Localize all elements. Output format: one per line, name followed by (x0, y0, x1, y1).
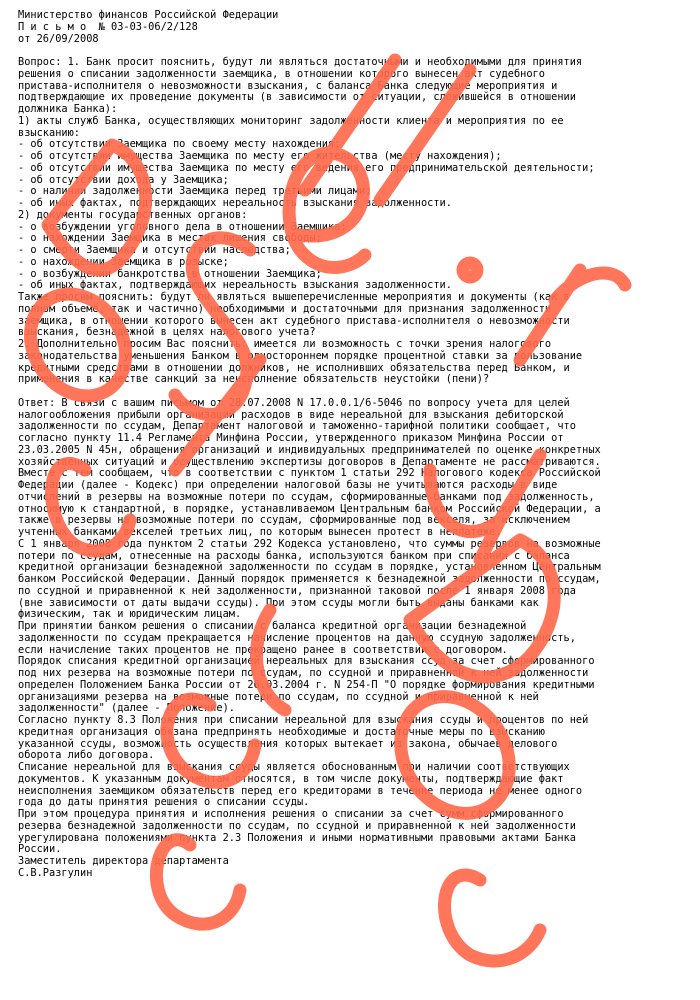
question-line: 1) акты служб Банка, осуществляющих мониторинг задолженности клиента и мероприятия по ее (18, 114, 564, 127)
answer-line: неисполнения заемщиком обязательств перед его кредиторами в течение периода не менее одного (18, 784, 583, 797)
answer-line: (вне зависимости от даты выдачи ссуды). При этом ссуды могли быть выданы банками как (18, 596, 539, 609)
answer-line: указанной ссуды, возможность осуществления которых вытекает из закона, обычаев делового (18, 737, 558, 750)
question-line: - о смерти Заемщика и отсутствии наследства; (18, 244, 291, 256)
watermark-lower-c (445, 875, 540, 961)
answer-line: оборота либо договора. (18, 749, 155, 762)
answer-line: определен Положением Банка России от 26.03.2004 г. N 254-П "О порядке формирования кредитными (18, 678, 595, 691)
question-line: решения о списании задолженности заемщика, в отношении которого вынесен акт судебного (18, 67, 545, 80)
question-line: полном объеме, так и частично) необходимыми и достаточными для признания задолженности (18, 302, 552, 315)
answer-line: урегулирована положениями пункта 2.3 Положения и иными нормативными правовыми актами Банка (18, 831, 576, 844)
answer-line: При этом процедура принятия и исполнения решения о списании за счет сумм сформированного (18, 808, 564, 820)
question-line: - об отсутствии имущества Заемщика по месту его ведения его предпринимательской деятельности; (18, 161, 595, 174)
answer-line: согласно пункту 11.4 Регламента Минфина России, утвержденного приказом Минфина России от (18, 432, 564, 444)
answer-line: хозяйственных ситуаций и осуществлению экспертизы договоров в Департаменте не рассматриваются. (18, 455, 601, 468)
answer-line: задолженности по ссудам прекращается начисление процентов на данную ссудную задолженность, (18, 631, 576, 644)
answer-line: резерва безнадежной задолженности по ссудам, по ссудной и приравненной к ней задолженности (18, 819, 576, 832)
answer-line: если начисление таких процентов не прекращено ранее в соответствии с договором. (18, 643, 508, 656)
question-line: - о возбуждении уголовного дела в отношении Заемщика; (18, 220, 347, 233)
question-line: - о наличии задолженности Заемщика перед третьими лицами; (18, 185, 372, 198)
question-line: должника Банка): (18, 103, 118, 115)
answer-line: банком Российской Федерации. Данный порядок применяется к безнадежной задолженности по ссудам, (18, 573, 601, 585)
answer-line: кредитной организации безнадежной задолженности по ссудам в порядке, установленном Центральным (18, 561, 601, 574)
answer-line: потери по ссудам, отнесенные на расходы банка, используются банком при списании с баланса (18, 549, 570, 562)
answer-line: С 1 января 2008 года пунктом 2 статьи 292 Кодекса установлено, что суммы резервов на возможные (18, 537, 601, 550)
answer-line: относимую к стандартной, в порядке, устанавливаемом Центральным банком Российской Федерации, а (18, 502, 601, 515)
question-line: кредитными средствами в отношении должников, не исполнивших обязательства перед Банком, и (18, 361, 570, 374)
answer-line: Согласно пункту 8.3 Положения при списании нереальной для взыскания ссуды и процентов по ней (18, 714, 589, 726)
question-line: - об иных фактах, подтверждающих нереальность взыскания задолженности. (18, 279, 452, 292)
answer-line: Вместе с тем сообщаем, что в соответствии с пунктом 1 статьи 292 Налогового кодекса Российской (18, 467, 601, 480)
answer-line: При принятии банком решения о списании с баланса кредитной организации безнадежной (18, 620, 527, 632)
answer-line: Списание нереальной для взыскания ссуды является обоснованным при наличии соответствующих (18, 761, 570, 773)
question-line: взысканию: (18, 126, 80, 139)
question-line: - об отсутствии дохода у Заемщика; (18, 173, 229, 186)
answer-line: учтенных банками векселей третьих лиц, по которым вынесен протест в неплатеже. (18, 526, 502, 538)
letter-number: П и с ь м о № 03-03-06/2/128 (18, 20, 198, 33)
question-line: Вопрос: 1. Банк просит пояснить, будут ли являться достаточными и необходимыми для принятия (18, 56, 583, 68)
question-line: применения в качестве санкций за неисполнение обязательств неустойки (пени)? (18, 373, 490, 386)
answer-line: по ссудной и приравненной к ней задолженности, признанной таковой после 1 января 2008 года (18, 584, 576, 597)
answer-line: налогообложения прибыли организаций расходов в виде нереальной для взыскания дебиторской (18, 408, 564, 421)
answer-line: физическим, так и юридическим лицам. (18, 608, 242, 621)
answer-line: года до даты принятия решения о списании ссуды. (18, 796, 310, 809)
spacer (18, 386, 684, 398)
answer-line: документов. К указанным документам относятся, в том числе документы, подтверждающие факт (18, 772, 564, 785)
question-line: - о нахождении Заемщика в местах лишения свободы; (18, 232, 322, 245)
answer-line: организациями резерва на возможные потери по ссудам, по ссудной и приравненной к ней (18, 690, 539, 703)
question-line: Также просим пояснить: будут ли являться вышеперечисленные мероприятия и документы (как в (18, 291, 570, 303)
answer-section (18, 398, 684, 856)
question-line: подтверждающие их проведение документы (в зависимости от ситуации, сложившейся в отношении (18, 91, 576, 104)
answer-line: отчислений в резервы на возможные потери по ссудам, сформированные банками под задолженность, (18, 490, 595, 503)
question-line: - об иных фактах, подтверждающих нереальность взыскания задолженности. (18, 197, 452, 209)
answer-line: 23.03.2005 N 45н, обращения организаций и индивидуальных предпринимателей по оценке конкретных (18, 443, 601, 456)
question-line: 2. Дополнительно просим Вас пояснить: имеется ли возможность с точки зрения налогового (18, 338, 552, 350)
letter-date: от 26/09/2008 (18, 32, 99, 45)
document-body (18, 10, 684, 880)
question-line: пристава-исполнителя о невозможности взыскания, с баланса Банка следующие мероприятия и (18, 79, 558, 92)
question-line: взыскания, безнадежной в целях налогового учета? (18, 326, 316, 339)
question-line: - об отсутствии Заемщика по своему месту нахождения; (18, 138, 341, 151)
question-section (18, 57, 684, 386)
question-line: - об отсутствии имущества Заемщика по месту его жительства (месту нахождения); (18, 150, 502, 162)
answer-line: России. (18, 843, 62, 856)
answer-line: Ответ: В связи с вашим письмом от 28.07.2008 N 17.0.0.1/6-5046 по вопросу учета для целей (18, 396, 570, 409)
answer-line: также в резервы на возможные потери по ссудам, сформированные под векселя, за исключением (18, 514, 570, 527)
answer-line: задолженности" (далее - Положение). (18, 702, 235, 715)
answer-line: задолженности по ссудам, Департамент налоговой и таможенно-тарифной политики сообщает, что (18, 420, 576, 433)
answer-line: под них резерва на возможные потери по ссудам, по ссудной и приравненной к ней задолженности (18, 667, 589, 679)
signature-title: Заместитель директора департамента (18, 855, 229, 867)
answer-line: Федерации (далее - Кодекс) при определении налоговой базы не учитываются расходы в виде (18, 479, 558, 491)
ministry-name: Министерство финансов Российской Федерации (18, 9, 279, 21)
question-line: заемщика, в отношении которого вынесен акт судебного пристава-исполнителя о невозможности (18, 314, 570, 327)
question-line: 2) документы государственных органов: (18, 208, 248, 221)
answer-line: кредитная организация обязана предпринять необходимые и достаточные меры по взысканию (18, 725, 545, 738)
question-line: законодательства уменьшения Банком в одностороннем порядке процентной ставки за пользование (18, 349, 583, 362)
answer-line: Порядок списания кредитной организацией нереальных для взыскания ссуд за счет сформированного (18, 655, 595, 668)
question-line: - о возбуждении банкротства в отношении Заемщика; (18, 267, 322, 280)
signature-name: С.В.Разгулин (18, 866, 93, 879)
question-line: - о нахождении Заемщика в розыске; (18, 255, 229, 268)
